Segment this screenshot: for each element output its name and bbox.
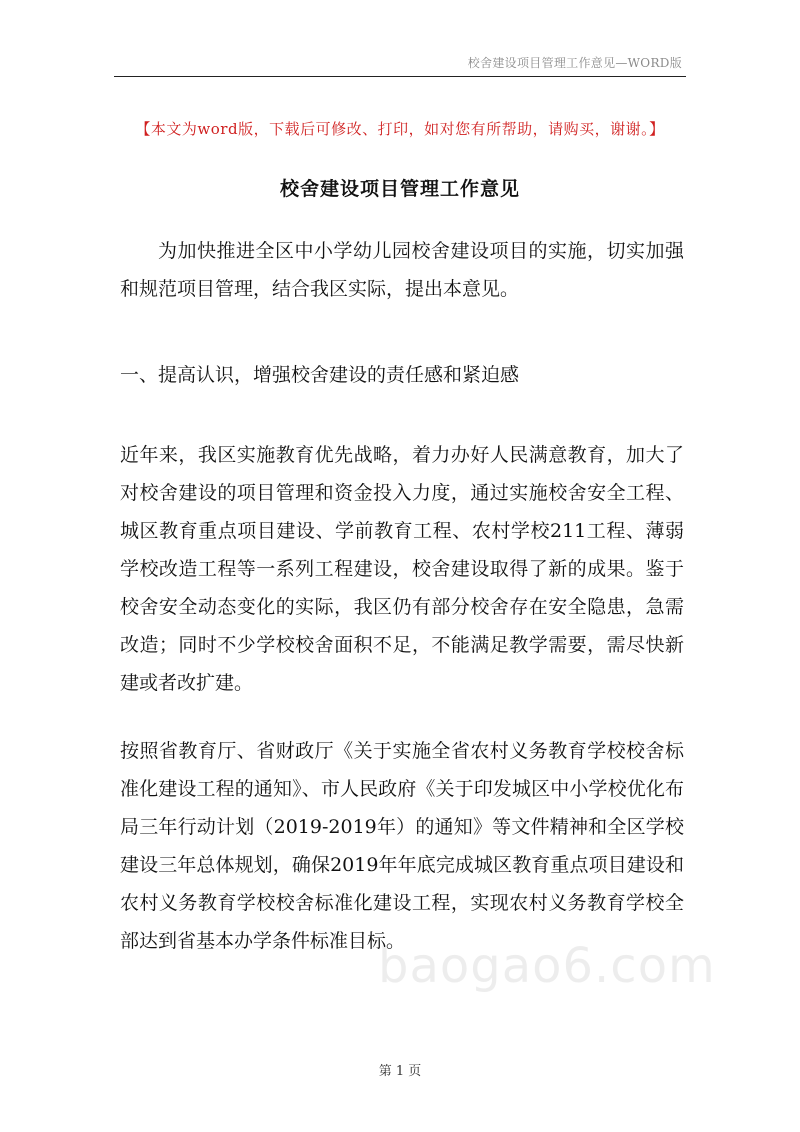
document-title: 校舍建设项目管理工作意见: [279, 178, 520, 200]
page-number: 第 1 页: [378, 1064, 422, 1079]
intro-paragraph: 为加快推进全区中小学幼儿园校舍建设项目的实施，切实加强和规范项目管理，结合我区实际，提出本意见。: [120, 240, 684, 300]
header-divider: [114, 76, 686, 77]
body-paragraph-2: 按照省教育厅、省财政厅《关于实施全省农村义务教育学校校舍标准化建设工程的通知》、市人民政府《关于印发城区中小学校优化布局三年行动计划（2019-2019年）的通知》等文件精神和全区学校建设三年总体规划，确保2019年年底完成城区教育重点项目建设和农村义务教育学校校舍标准化建设工程，实现农村义务教育学校全部达到省基本办学条件标准目标。: [120, 740, 684, 952]
watermark: baogao6.com: [378, 938, 716, 994]
body-paragraph-1: 近年来，我区实施教育优先战略，着力办好人民满意教育，加大了对校舍建设的项目管理和资金投入力度，通过实施校舍安全工程、城区教育重点项目建设、学前教育工程、农村学校211工程、薄弱学校改造工程等一系列工程建设，校舍建设取得了新的成果。鉴于校舍安全动态变化的实际，我区仍有部分校舍存在安全隐患，急需改造；同时不少学校校舍面积不足，不能满足教学需要，需尽快新建或者改扩建。: [120, 444, 684, 694]
running-header-title: 校舍建设项目管理工作意见—WORD版: [467, 56, 682, 70]
download-notice: 【本文为word版，下载后可修改、打印，如对您有所帮助，请购买，谢谢。】: [135, 120, 665, 138]
section-heading: 一、提高认识，增强校舍建设的责任感和紧迫感: [120, 364, 520, 386]
